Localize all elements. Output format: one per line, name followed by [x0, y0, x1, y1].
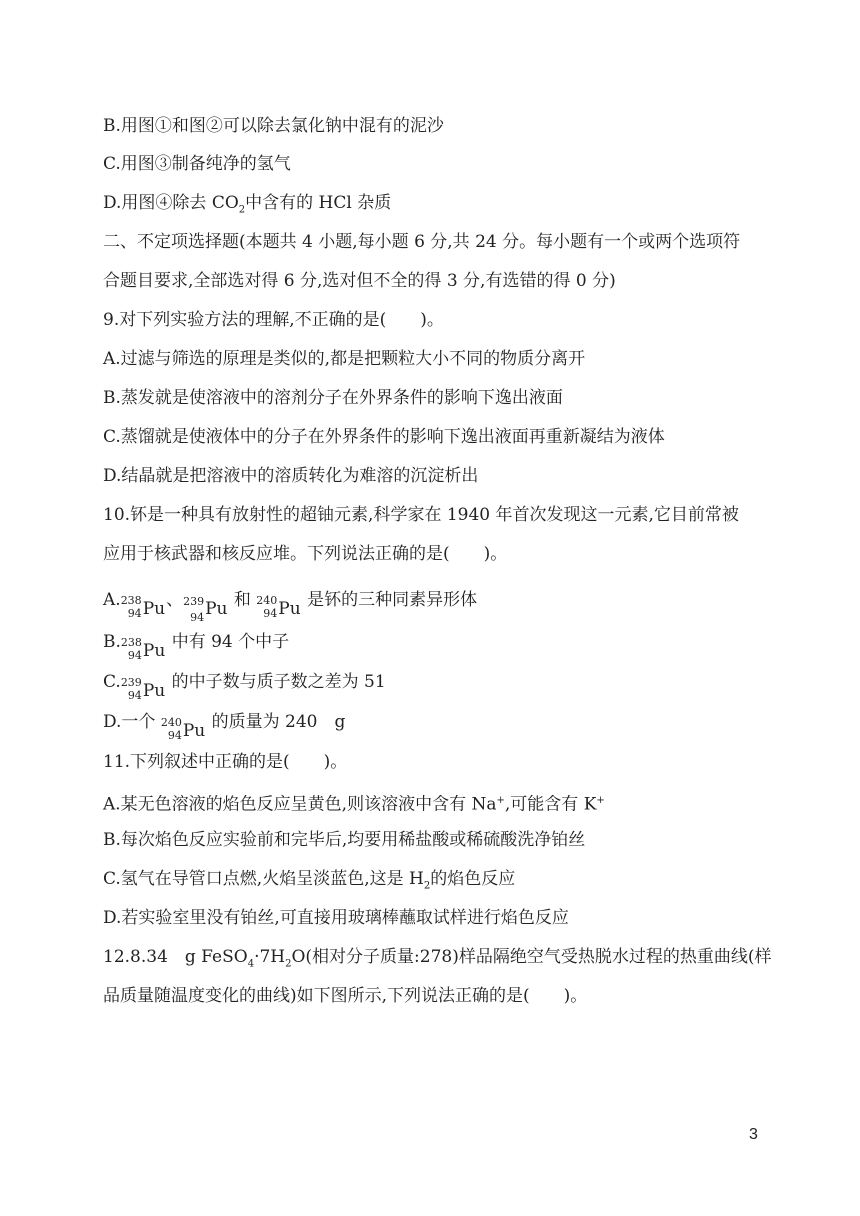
element-symbol: Pu — [142, 599, 166, 619]
text: ·7H — [254, 947, 286, 967]
text: ,可能含有 K — [504, 794, 597, 815]
text: 和 — [228, 590, 257, 610]
section-2-heading-line2: 合题目要求,全部选对得 6 分,选对但不全的得 3 分,有选错的得 0 分) — [103, 271, 616, 291]
subscript: 2 — [238, 204, 246, 216]
text: 中有 94 个中子 — [166, 632, 290, 652]
option-9d: D.结晶就是把溶液中的溶质转化为难溶的沉淀析出 — [103, 466, 479, 486]
atomic-number: 94 — [263, 607, 278, 620]
text: C.氢气在导管口点燃,火焰呈淡蓝色,这是 H — [103, 869, 424, 889]
mass-number: 239 — [183, 595, 205, 608]
option-9a: A.过滤与筛选的原理是类似的,都是把颗粒大小不同的物质分离开 — [103, 349, 586, 369]
subscript: 2 — [285, 958, 292, 970]
subscript: 2 — [423, 880, 431, 892]
text: 12.8.34 g FeSO — [103, 947, 248, 967]
mass-number: 240 — [160, 716, 182, 729]
mass-number: 238 — [120, 636, 142, 649]
option-8b: B.用图①和图②可以除去氯化钠中混有的泥沙 — [103, 116, 444, 136]
page-number: 3 — [749, 1126, 758, 1143]
text: 中含有的 HCl 杂质 — [245, 193, 392, 213]
option-8c: C.用图③制备纯净的氢气 — [103, 154, 291, 174]
option-11a — [103, 789, 783, 817]
isotope-pu238 — [121, 636, 165, 666]
text: 的中子数与质子数之差为 51 — [166, 672, 386, 692]
mass-number: 240 — [256, 594, 278, 607]
element-symbol: Pu — [142, 681, 166, 701]
mass-number: 238 — [120, 594, 142, 607]
atomic-number: 94 — [127, 649, 142, 662]
text: A. — [103, 590, 121, 610]
subscript: 4 — [247, 958, 255, 970]
question-12-line1 — [103, 945, 783, 976]
element-symbol: Pu — [278, 599, 301, 619]
element-symbol: Pu — [142, 641, 166, 661]
option-10b — [103, 630, 783, 666]
isotope-pu238 — [121, 594, 165, 624]
element-symbol: Pu — [205, 599, 228, 619]
section-2-heading-line1: 二、不定项选择题(本题共 4 小题,每小题 6 分,共 24 分。每小题有一个或两个选项符 — [103, 232, 741, 252]
isotope-pu239 — [183, 594, 227, 624]
superscript: + — [596, 795, 605, 806]
isotope-pu240 — [256, 594, 300, 624]
option-10a — [103, 588, 783, 624]
text: B. — [103, 632, 121, 652]
mass-number: 239 — [120, 676, 142, 689]
atomic-number: 94 — [167, 729, 182, 742]
superscript: + — [496, 795, 505, 806]
option-11c — [103, 867, 783, 898]
text: O(相对分子质量:278)样品隔绝空气受热脱水过程的热重曲线(样 — [291, 947, 772, 967]
text: D.一个 — [103, 712, 161, 732]
atomic-number: 94 — [127, 689, 142, 702]
element-symbol: Pu — [182, 721, 206, 741]
text: D.用图④除去 CO — [103, 193, 239, 213]
text: 、 — [166, 590, 184, 610]
option-8d — [103, 191, 783, 222]
isotope-pu240 — [161, 716, 205, 746]
text: 的焰色反应 — [430, 869, 516, 889]
question-10-line2: 应用于核武器和核反应堆。下列说法正确的是( )。 — [103, 544, 508, 564]
option-10d — [103, 710, 783, 746]
question-12-line2: 品质量随温度变化的曲线)如下图所示,下列说法正确的是( )。 — [103, 986, 588, 1006]
question-10-line1: 10.钚是一种具有放射性的超铀元素,科学家在 1940 年首次发现这一元素,它目前常被 — [103, 505, 739, 525]
option-11d: D.若实验室里没有铂丝,可直接用玻璃棒蘸取试样进行焰色反应 — [103, 908, 569, 928]
atomic-number: 94 — [190, 611, 205, 624]
atomic-number: 94 — [127, 607, 142, 620]
option-10c — [103, 670, 783, 706]
text: 的质量为 240 g — [206, 712, 346, 732]
text: A.某无色溶液的焰色反应呈黄色,则该溶液中含有 Na — [103, 794, 497, 815]
question-9: 9.对下列实验方法的理解,不正确的是( )。 — [103, 310, 444, 330]
isotope-pu239 — [121, 676, 165, 706]
question-11: 11.下列叙述中正确的是( )。 — [103, 752, 348, 772]
option-11b: B.每次焰色反应实验前和完毕后,均要用稀盐酸或稀硫酸洗净铂丝 — [103, 830, 586, 850]
text: C. — [103, 672, 121, 692]
text: 是钚的三种同素异形体 — [301, 590, 478, 610]
option-9b: B.蒸发就是使溶液中的溶剂分子在外界条件的影响下逸出液面 — [103, 388, 563, 408]
option-9c: C.蒸馏就是使液体中的分子在外界条件的影响下逸出液面再重新凝结为液体 — [103, 427, 665, 447]
